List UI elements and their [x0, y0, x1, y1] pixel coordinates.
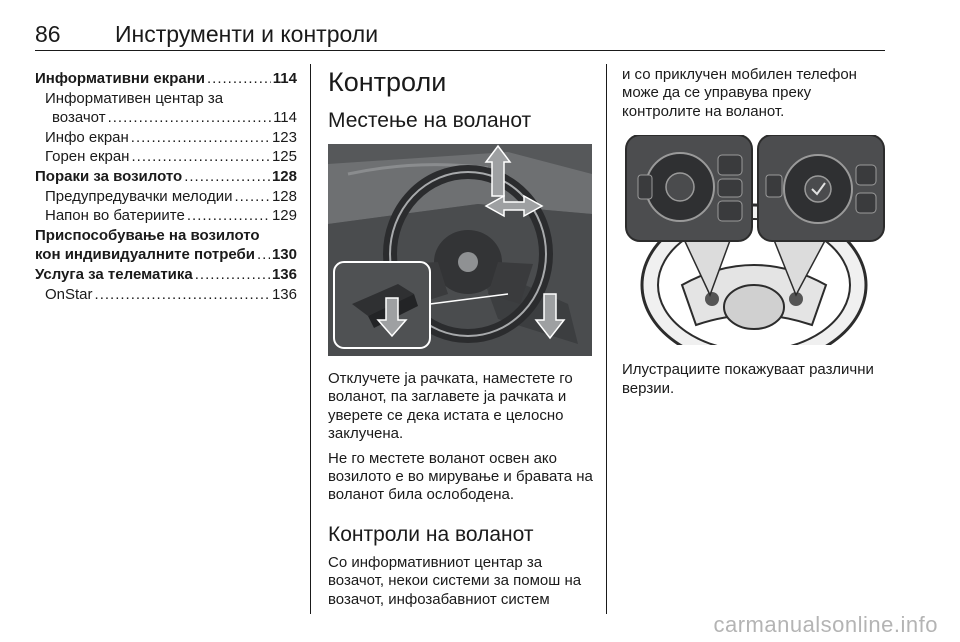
column-divider-2: [606, 64, 607, 614]
page-header: [35, 21, 885, 51]
column-2: [328, 66, 596, 609]
section-subtitle: Местење на воланот: [328, 109, 532, 132]
figure-caption: Илустрациите покажуваат различни верзии.: [622, 361, 874, 397]
paragraph-adjust: Отклучете ја рачката, наместете го воланот, па заглавете ја рачката и уверете се дека истата е целосно заклучена.: [328, 370, 573, 443]
steering-adjust-illustration: [328, 144, 592, 356]
toc-entry-page: 136: [271, 285, 297, 303]
page-number: 86: [35, 21, 61, 47]
column-divider-1: [310, 64, 311, 614]
chapter-title: Инструменти и контроли: [115, 21, 379, 47]
toc-leader-dots: [95, 285, 270, 305]
toc-entry-label: OnStar: [45, 285, 93, 303]
toc-entry[interactable]: [35, 245, 297, 265]
toc-entry-label: Предупредувачки мелодии: [45, 187, 233, 205]
toc-entry[interactable]: [35, 265, 297, 285]
watermark: carmanualsonline.info: [713, 612, 938, 637]
toc-entry[interactable]: [35, 108, 297, 128]
steering-controls-illustration: [622, 135, 886, 345]
toc-entry-page: 125: [271, 148, 297, 166]
toc-leader-dots: [187, 206, 270, 226]
subsection-title: Контроли на воланот: [328, 522, 534, 546]
paragraph-controls-start: Со информативниот центар за возачот, некои системи за помош на возачот, инфозабавниот систем: [328, 553, 582, 608]
toc-entry-label: кон индивидуалните потреби: [35, 246, 256, 264]
toc-entry[interactable]: [35, 69, 297, 89]
column-3: [622, 66, 890, 404]
toc-entry[interactable]: [35, 128, 297, 148]
paragraph-controls-end: и со приклучен мобилен телефон може да се управува преку контролите на воланот.: [622, 66, 857, 120]
toc-entry-text: Приспособување на возилото: [35, 226, 260, 244]
toc-entry[interactable]: [35, 167, 297, 187]
toc-entry-page: 128: [271, 167, 297, 185]
toc-entry-page: 114: [273, 109, 297, 127]
toc-entry-label: Инфо екран: [45, 128, 129, 146]
toc-entry-page: 114: [272, 70, 297, 87]
toc-entry-label: Услуга за телематика: [35, 265, 193, 283]
toc-leader-dots: [131, 128, 270, 148]
toc-leader-dots: [207, 69, 271, 89]
toc-entry-label: Напон во батериите: [45, 207, 185, 225]
header-rule: [35, 50, 885, 51]
toc-entry[interactable]: [35, 147, 297, 167]
toc-leader-dots: [234, 187, 270, 207]
toc-leader-dots: [184, 167, 270, 187]
section-title: Контроли: [328, 67, 447, 97]
toc-entry-page: 136: [271, 265, 297, 283]
toc-leader-dots: [131, 147, 269, 167]
toc-leader-dots: [195, 265, 270, 285]
toc-entry-label: Горен екран: [45, 148, 130, 166]
toc-leader-dots: [108, 108, 272, 128]
table-of-contents: [35, 69, 297, 304]
toc-entry-label: Информативни екрани: [35, 70, 206, 87]
toc-entry-page: 128: [271, 187, 297, 205]
paragraph-warning: Не го местете воланот освен ако возилото е во мирување и бравата на воланот била ослободена.: [328, 449, 593, 504]
toc-entry[interactable]: [35, 187, 297, 207]
toc-entry-page: 130: [271, 246, 297, 264]
toc-entry[interactable]: [35, 206, 297, 226]
toc-entry-label: Пораки за возилото: [35, 167, 183, 185]
steering-controls-figure: [622, 135, 886, 345]
toc-entry-text: Информативен центар за: [45, 89, 224, 107]
toc-entry[interactable]: [35, 285, 297, 305]
toc-entry-page: 129: [271, 207, 297, 225]
toc-leader-dots: [257, 245, 270, 265]
toc-entry-label: возачот: [52, 109, 106, 127]
steering-adjust-figure: [328, 144, 592, 356]
toc-entry-page: 123: [271, 128, 297, 146]
